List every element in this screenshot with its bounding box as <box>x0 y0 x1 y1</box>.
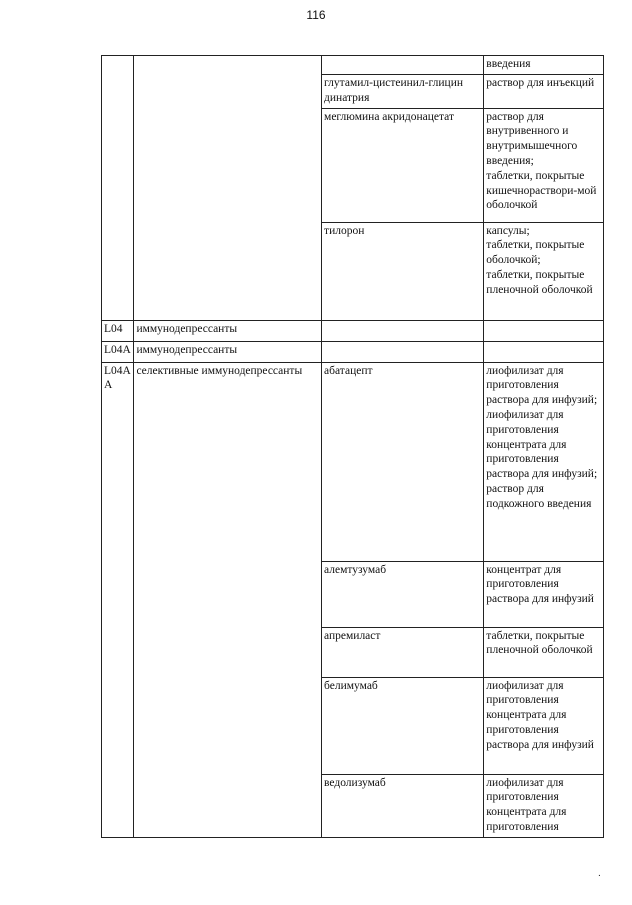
dosage-form-cell: лиофилизат для приготовления раствора для инфузий; лиофилизат для приготовления концентрата для приготовления раствора для инфузий; раствор для подкожного введения <box>484 362 604 561</box>
page-number: 116 <box>306 8 326 22</box>
atc-code-cell: L04A A <box>102 362 134 837</box>
dosage-form-cell: концентрат для приготовления раствора для инфузий <box>484 561 604 627</box>
dosage-form-cell <box>484 320 604 341</box>
dosage-form-cell: раствор для инъекций <box>484 75 604 109</box>
drug-name-cell <box>322 320 484 341</box>
group-name-cell: иммунодепрессанты <box>134 341 322 362</box>
drug-name-cell: алемтузумаб <box>322 561 484 627</box>
drug-name-cell: меглюмина акридонацетат <box>322 108 484 222</box>
drug-name-cell: апремиласт <box>322 627 484 677</box>
drug-table <box>101 55 604 838</box>
drug-name-cell: тилорон <box>322 222 484 320</box>
drug-name-cell: абатацепт <box>322 362 484 561</box>
dosage-form-cell: лиофилизат для приготовления концентрата для приготовления раствора для инфузий <box>484 677 604 774</box>
table-row <box>102 320 604 341</box>
dosage-form-cell: капсулы; таблетки, покрытые оболочкой; таблетки, покрытые пленочной оболочкой <box>484 222 604 320</box>
table-row <box>102 56 604 75</box>
drug-name-cell: ведолизумаб <box>322 774 484 837</box>
drug-name-cell: белимумаб <box>322 677 484 774</box>
drug-name-cell <box>322 56 484 75</box>
dosage-form-cell: таблетки, покрытые пленочной оболочкой <box>484 627 604 677</box>
atc-code-cell: L04 <box>102 320 134 341</box>
table-row <box>102 362 604 561</box>
atc-code-cell <box>102 56 134 321</box>
dosage-form-cell <box>484 341 604 362</box>
table-row <box>102 341 604 362</box>
page-mark: . <box>598 868 601 879</box>
group-name-cell: селективные иммунодепрессанты <box>134 362 322 837</box>
dosage-form-cell: введения <box>484 56 604 75</box>
atc-code-cell: L04A <box>102 341 134 362</box>
drug-name-cell: глутамил-цистеинил-глицин динатрия <box>322 75 484 109</box>
group-name-cell: иммунодепрессанты <box>134 320 322 341</box>
dosage-form-cell: лиофилизат для приготовления концентрата для приготовления <box>484 774 604 837</box>
dosage-form-cell: раствор для внутривенного и внутримышечного введения; таблетки, покрытые кишечнораствори-мой оболочкой <box>484 108 604 222</box>
drug-name-cell <box>322 341 484 362</box>
group-name-cell <box>134 56 322 321</box>
